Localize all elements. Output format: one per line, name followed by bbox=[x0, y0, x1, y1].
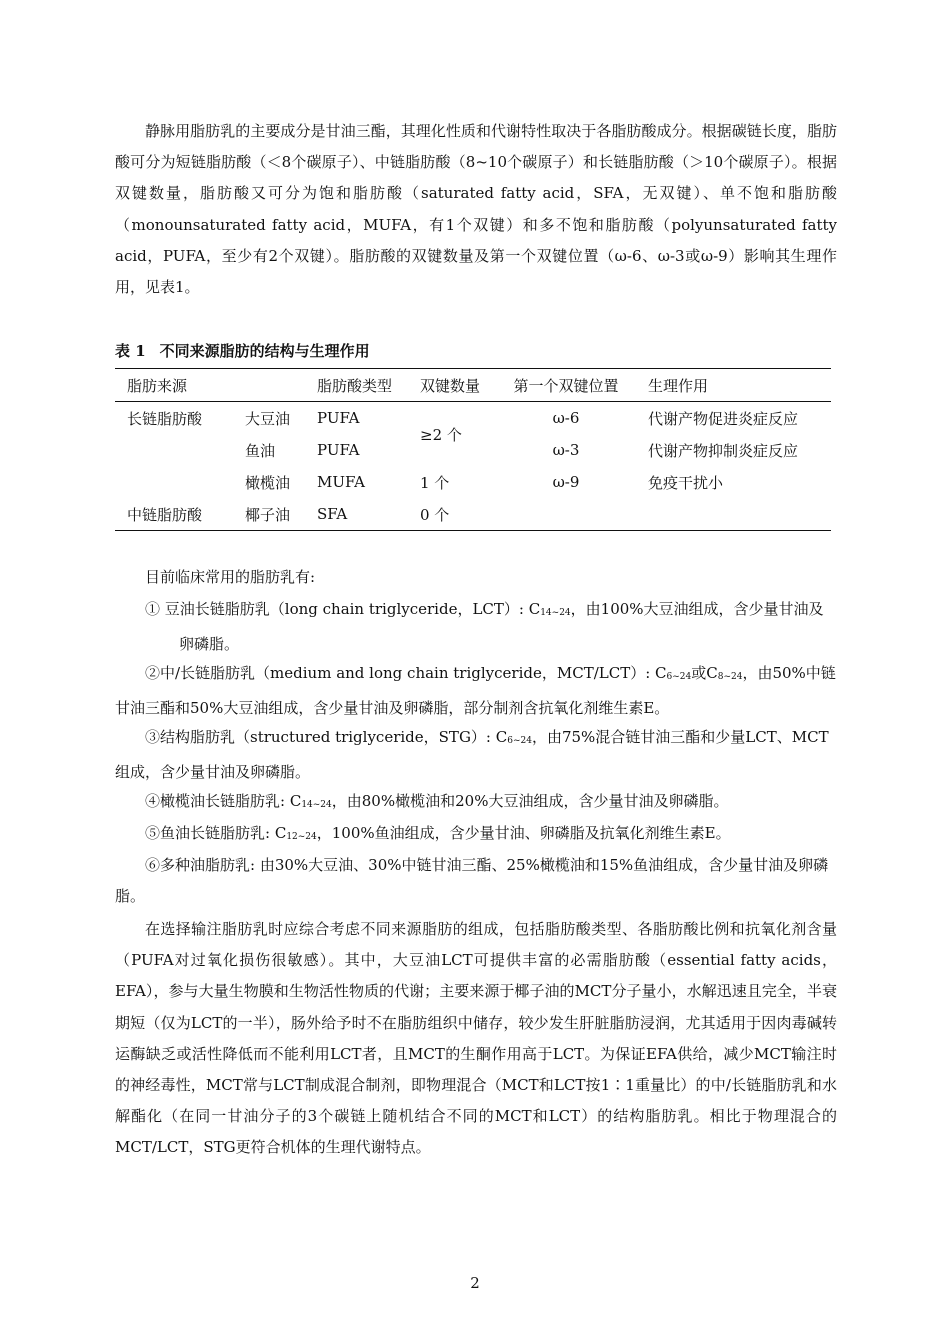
item-text: ⑥多种油脂肪乳: 由30%大豆油、30%中链甘油三酯、25%橄榄油和15%鱼油组成，含少量甘油及卵磷脂。 bbox=[115, 856, 829, 906]
header-fatty-acid-type: 脂肪酸类型 bbox=[305, 369, 408, 402]
item-text: ，由75%混合链甘油三酯和少量LCT、MCT组成，含少量甘油及卵磷脂。 bbox=[115, 728, 829, 782]
table-cell bbox=[636, 498, 831, 531]
item-text: 或C bbox=[691, 664, 718, 682]
item-continuation: 卵磷脂。 bbox=[179, 635, 240, 654]
table-caption-number: 表 1 bbox=[115, 342, 146, 360]
table-row bbox=[115, 498, 831, 531]
list-item bbox=[115, 594, 837, 660]
table-cell: 代谢产物抑制炎症反应 bbox=[648, 441, 799, 460]
list-item bbox=[115, 722, 837, 788]
item-text: ，由80%橄榄油和20%大豆油组成，含少量甘油及卵磷脂。 bbox=[331, 792, 729, 810]
item-text: ④橄榄油长链脂肪乳: C bbox=[145, 792, 302, 810]
item-subscript: 8~24 bbox=[717, 672, 743, 682]
item-subscript: 6~24 bbox=[507, 736, 532, 746]
table-cell: ≥2 个 bbox=[420, 425, 462, 444]
list-item bbox=[115, 786, 837, 821]
list-intro: 目前临床常用的脂肪乳有: bbox=[145, 568, 316, 586]
header-fat-source: 脂肪来源 bbox=[115, 369, 233, 402]
table-caption-text: 不同来源脂肪的结构与生理作用 bbox=[159, 342, 370, 360]
list-item bbox=[115, 658, 837, 724]
item-text: ②中/长链脂肪乳（medium and long chain triglyceride，MCT/LCT）: C bbox=[145, 664, 667, 682]
list-item bbox=[115, 818, 837, 853]
table-row bbox=[115, 402, 831, 435]
table-cell: 椰子油 bbox=[233, 498, 305, 531]
table-cell: 大豆油 bbox=[245, 409, 291, 428]
table-cell: 鱼油 bbox=[245, 441, 276, 460]
header-double-bond-count: 双键数量 bbox=[408, 369, 496, 402]
table-cell: 中链脂肪酸 bbox=[115, 498, 233, 531]
header-blank bbox=[233, 369, 305, 402]
item-text: ，由100%大豆油组成，含少量甘油及 bbox=[570, 600, 824, 618]
table-cell: ω-9 bbox=[552, 473, 580, 491]
item-text: ① 豆油长链脂肪乳（long chain triglyceride，LCT）: C bbox=[145, 600, 541, 618]
table-cell bbox=[496, 498, 636, 531]
table-cell: ω-3 bbox=[552, 441, 580, 459]
item-subscript: 6~24 bbox=[666, 672, 692, 682]
table-row bbox=[115, 466, 831, 498]
list-item bbox=[115, 850, 837, 912]
item-subscript: 14~24 bbox=[540, 608, 571, 618]
table-cell: MUFA bbox=[317, 473, 365, 491]
closing-paragraph: 在选择输注脂肪乳时应综合考虑不同来源脂肪的组成，包括脂肪酸类型、各脂肪酸比例和抗氧化剂含量（PUFA对过氧化损伤很敏感）。其中，大豆油LCT可提供丰富的必需脂肪酸（essential fatty acids，EFA），参与大量生物膜和生物活性物质的代谢；主要来源于椰子油的MCT分子量小，水解迅速且完全，半衰期短（仅为LCT的一半），肠外给予时不在脂肪组织中储存，较少发生肝脏脂肪浸润，尤其适用于因肉毒碱转运酶缺乏或活性降低而不能利用LCT者，且MCT的生酮作用高于LCT。为保证EFA供给，减少MCT输注时的神经毒性，MCT常与LCT制成混合制剂，即物理混合（MCT和LCT按1∶1重量比）的中/长链脂肪乳和水解酯化（在同一甘油分子的3个碳链上随机结合不同的MCT和LCT）的结构脂肪乳。相比于物理混合的MCT/LCT，STG更符合机体的生理代谢特点。 bbox=[115, 920, 837, 1157]
table-cell: PUFA bbox=[317, 409, 360, 427]
item-subscript: 12~24 bbox=[286, 832, 317, 842]
header-physiological-effect: 生理作用 bbox=[636, 369, 831, 402]
header-first-double-bond: 第一个双键位置 bbox=[496, 369, 636, 402]
table-cell: 橄榄油 bbox=[245, 473, 291, 492]
intro-paragraph: 静脉用脂肪乳的主要成分是甘油三酯，其理化性质和代谢特性取决于各脂肪酸成分。根据碳链长度，脂肪酸可分为短链脂肪酸（＜8个碳原子）、中链脂肪酸（8~10个碳原子）和长链脂肪酸（＞10个碳原子）。根据双键数量，脂肪酸又可分为饱和脂肪酸（saturated fatty acid，SFA，无双键）、单不饱和脂肪酸（monounsaturated fatty acid，MUFA，有1个双键）和多不饱和脂肪酸（polyunsaturated fatty acid，PUFA，至少有2个双键）。脂肪酸的双键数量及第一个双键位置（ω-6、ω-3或ω-9）影响其生理作用，见表1。 bbox=[115, 122, 837, 297]
table-cell: 1 个 bbox=[420, 473, 450, 492]
table-cell: 0 个 bbox=[408, 498, 496, 531]
item-text: ⑤鱼油长链脂肪乳: C bbox=[145, 824, 287, 842]
table-cell: 长链脂肪酸 bbox=[127, 409, 203, 428]
table-cell: PUFA bbox=[317, 441, 360, 459]
table-header-row bbox=[115, 369, 831, 402]
table-cell bbox=[115, 466, 233, 498]
item-text: ③结构脂肪乳（structured triglyceride，STG）: C bbox=[145, 728, 508, 746]
page-number: 2 bbox=[470, 1274, 480, 1292]
table-cell: 代谢产物促进炎症反应 bbox=[648, 409, 799, 428]
item-text: ，由50%中链甘油三酯和50%大豆油组成，含少量甘油及卵磷脂，部分制剂含抗氧化剂维生素E。 bbox=[115, 664, 836, 718]
item-text: ，100%鱼油组成，含少量甘油、卵磷脂及抗氧化剂维生素E。 bbox=[316, 824, 731, 842]
fat-source-table bbox=[115, 368, 831, 531]
item-subscript: 14~24 bbox=[301, 800, 332, 810]
table-cell: ω-6 bbox=[552, 409, 580, 427]
table-caption bbox=[115, 340, 384, 361]
table-cell: 免疫干扰小 bbox=[648, 473, 724, 492]
table-cell: SFA bbox=[305, 498, 408, 531]
table-cell bbox=[115, 434, 233, 466]
